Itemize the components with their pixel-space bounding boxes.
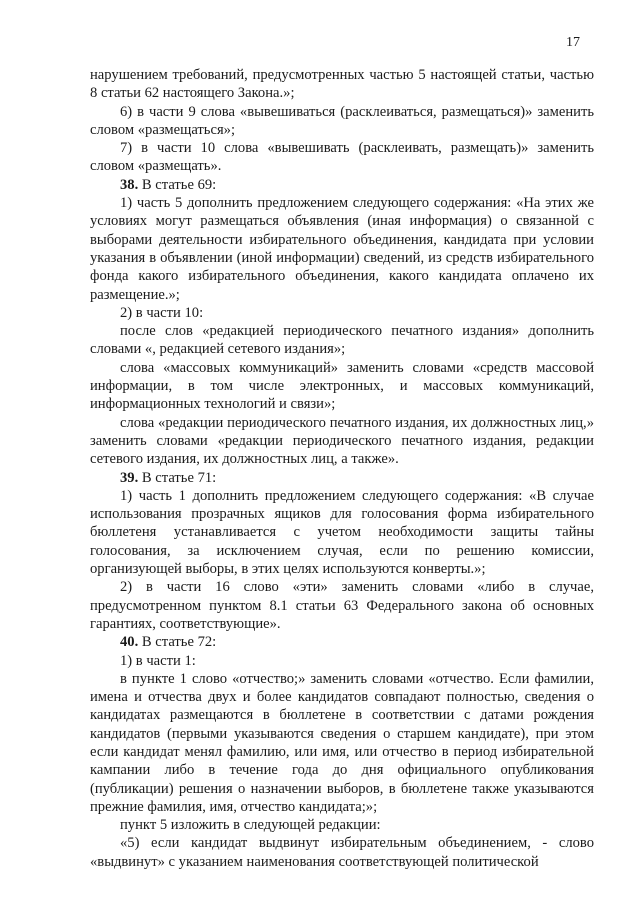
paragraph: 1) часть 1 дополнить предложением следующего содержания: «В случае использования прозрачных ящиков для голосования форма избирательного бюллетеня устанавливается с учетом необходимости защиты тайны голосования, за исключением случая, если по решению комиссии, организующей выборы, в этих целях используются конверты.»; — [90, 487, 594, 578]
page-number: 17 — [566, 35, 580, 50]
section-heading — [90, 633, 594, 651]
section-heading-text: В статье 71: — [138, 469, 217, 486]
paragraph: пункт 5 изложить в следующей редакции: — [120, 817, 381, 834]
paragraph: после слов «редакцией периодического печатного издания» дополнить словами «, редакцией сетевого издания»; — [90, 323, 594, 358]
section-heading-text: В статье 69: — [138, 176, 217, 193]
paragraph: 1) в части 1: — [120, 652, 196, 669]
paragraph: 2) в части 10: — [120, 304, 204, 321]
section-heading — [90, 176, 594, 194]
paragraph: слова «редакции периодического печатного издания, их должностных лиц,» заменить словами «редакции периодического печатного издания, редакции сетевого издания, их должностных лиц, а также». — [90, 414, 594, 468]
paragraph: «5) если кандидат выдвинут избирательным объединением, - слово «выдвинут» с указанием наименования соответствующей политической — [90, 835, 594, 870]
section-number: 39. — [120, 469, 139, 486]
section-number: 38. — [120, 176, 139, 193]
section-number: 40. — [120, 634, 139, 651]
section-heading-text: В статье 72: — [138, 634, 217, 651]
paragraph: в пункте 1 слово «отчество;» заменить словами «отчество. Если фамилии, имена и отчества двух и более кандидатов совпадают полностью, сведения о кандидатах размещаются в бюллетене в соответствии с датами рождения кандидатов (первыми указываются сведения о старшем кандидате), при этом если кандидат менял фамилию, или имя, или отчество в период избирательной кампании либо в течение года до дня официального опубликования (публикации) решения о назначении выборов, в бюллетене также указываются прежние фамилия, имя, отчество кандидата;»; — [90, 670, 594, 815]
paragraph: нарушением требований, предусмотренных частью 5 настоящей статьи, частью 8 статьи 62 настоящего Закона.»; — [90, 67, 594, 102]
document-body — [90, 66, 594, 871]
paragraph: 1) часть 5 дополнить предложением следующего содержания: «На этих же условиях могут размещаться объявления (иная информация) о связанной с выборами деятельности избирательного объединения, кандидата при условии указания в объявлении (иной информации) сведений, из средств избирательного фонда какого избирательного объединения, какого кандидата оплачено их размещение.»; — [90, 195, 594, 303]
section-heading — [90, 469, 594, 487]
paragraph: слова «массовых коммуникаций» заменить словами «средств массовой информации, в том числе электронных, и массовых коммуникаций, информационных технологий и связи»; — [90, 359, 594, 413]
paragraph: 6) в части 9 слова «вывешиваться (расклеиваться, размещаться)» заменить словом «размещаться»; — [90, 103, 594, 138]
paragraph: 2) в части 16 слово «эти» заменить словами «либо в случае, предусмотренном пунктом 8.1 статьи 63 Федерального закона об основных гарантиях, соответствующие». — [90, 579, 594, 632]
paragraph: 7) в части 10 слова «вывешивать (расклеивать, размещать)» заменить словом «размещать». — [90, 140, 594, 175]
